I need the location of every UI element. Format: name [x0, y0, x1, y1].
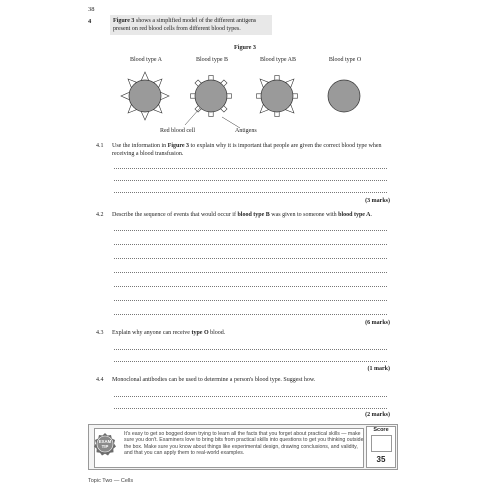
- exam-tip-badge-icon: [93, 432, 117, 456]
- svg-text:TIP: TIP: [101, 444, 109, 449]
- cell-type-a: [121, 72, 169, 120]
- answer-line[interactable]: [114, 168, 387, 169]
- red-blood-cell-a: [129, 80, 161, 112]
- answer-line[interactable]: [114, 408, 387, 409]
- subq-4-3-marks: (1 mark): [367, 366, 390, 372]
- cell-type-ab: [257, 76, 298, 117]
- red-blood-cell-o: [328, 80, 360, 112]
- answer-line[interactable]: [114, 286, 387, 287]
- cell-type-b: [191, 76, 232, 117]
- answer-line[interactable]: [114, 230, 387, 231]
- score-label: Score: [373, 427, 389, 433]
- figure-title: Figure 3: [233, 44, 257, 51]
- svg-text:EXAM: EXAM: [98, 439, 112, 444]
- subq-4-1-marks: (3 marks): [365, 198, 390, 204]
- answer-line[interactable]: [114, 258, 387, 259]
- intro-figure-ref: Figure 3: [113, 18, 135, 24]
- red-blood-cell-ab: [261, 80, 293, 112]
- question-number: 4: [88, 18, 92, 25]
- subq-4-1-number: 4.1: [96, 143, 104, 149]
- answer-line[interactable]: [114, 314, 387, 315]
- label-antigens: Antigens: [235, 128, 257, 134]
- label-blood-type-ab: Blood type AB: [259, 57, 296, 63]
- subq-4-2-text: Describe the sequence of events that would occur if blood type B was given to someone with blood type A.: [112, 212, 372, 218]
- answer-line[interactable]: [114, 244, 387, 245]
- label-blood-type-a: Blood type A: [129, 57, 162, 63]
- pointer-antigen: [222, 117, 240, 128]
- blood-cell-diagram: [100, 62, 400, 142]
- answer-line[interactable]: [114, 361, 387, 362]
- intro-text: shows a simplified model of the different antigens present on red blood cells from different blood types.: [113, 18, 257, 32]
- page-number: 38: [88, 6, 95, 13]
- page-footer: Topic Two — Cells: [88, 478, 134, 484]
- subq-4-1-text: Use the information in Figure 3 to explain why it is important that people are given the correct blood type when receiving a blood transfusion.: [112, 143, 382, 157]
- subq-4-4-number: 4.4: [96, 377, 104, 383]
- score-input-box[interactable]: [371, 435, 392, 452]
- antigen-triangle: [160, 92, 169, 100]
- subq-4-2-marks: (6 marks): [365, 320, 390, 326]
- answer-line[interactable]: [114, 192, 387, 193]
- subq-4-3-number: 4.3: [96, 330, 104, 336]
- answer-line[interactable]: [114, 272, 387, 273]
- label-blood-type-o: Blood type O: [328, 57, 362, 63]
- subq-4-4-marks: (2 marks): [365, 412, 390, 418]
- pointer-red-blood-cell: [185, 108, 200, 125]
- score-total: 35: [376, 455, 386, 464]
- subq-4-3-text: Explain why anyone can receive type O blood.: [112, 330, 226, 336]
- question-intro: [113, 17, 273, 33]
- label-blood-type-b: Blood type B: [195, 57, 228, 63]
- answer-line[interactable]: [114, 349, 387, 350]
- red-blood-cell-b: [195, 80, 227, 112]
- answer-line[interactable]: [114, 300, 387, 301]
- answer-line[interactable]: [114, 396, 387, 397]
- subq-4-4-text: Monoclonal antibodies can be used to determine a person's blood type. Suggest how.: [112, 377, 316, 383]
- antigen-triangle: [121, 92, 130, 100]
- exam-tip-text: It's easy to get so bogged down trying to learn all the facts that you forget about practical skills — make sure you don't. Examiners love to bring bits from practical skills into questions to get you thinking outside the box. Make sure you know about things like experimental design, drawing conclusions, and validity, and that you can apply them to real-world examples.: [124, 431, 364, 457]
- answer-line[interactable]: [114, 180, 387, 181]
- subq-4-2-number: 4.2: [96, 212, 104, 218]
- label-red-blood-cell: Red blood cell: [160, 128, 195, 134]
